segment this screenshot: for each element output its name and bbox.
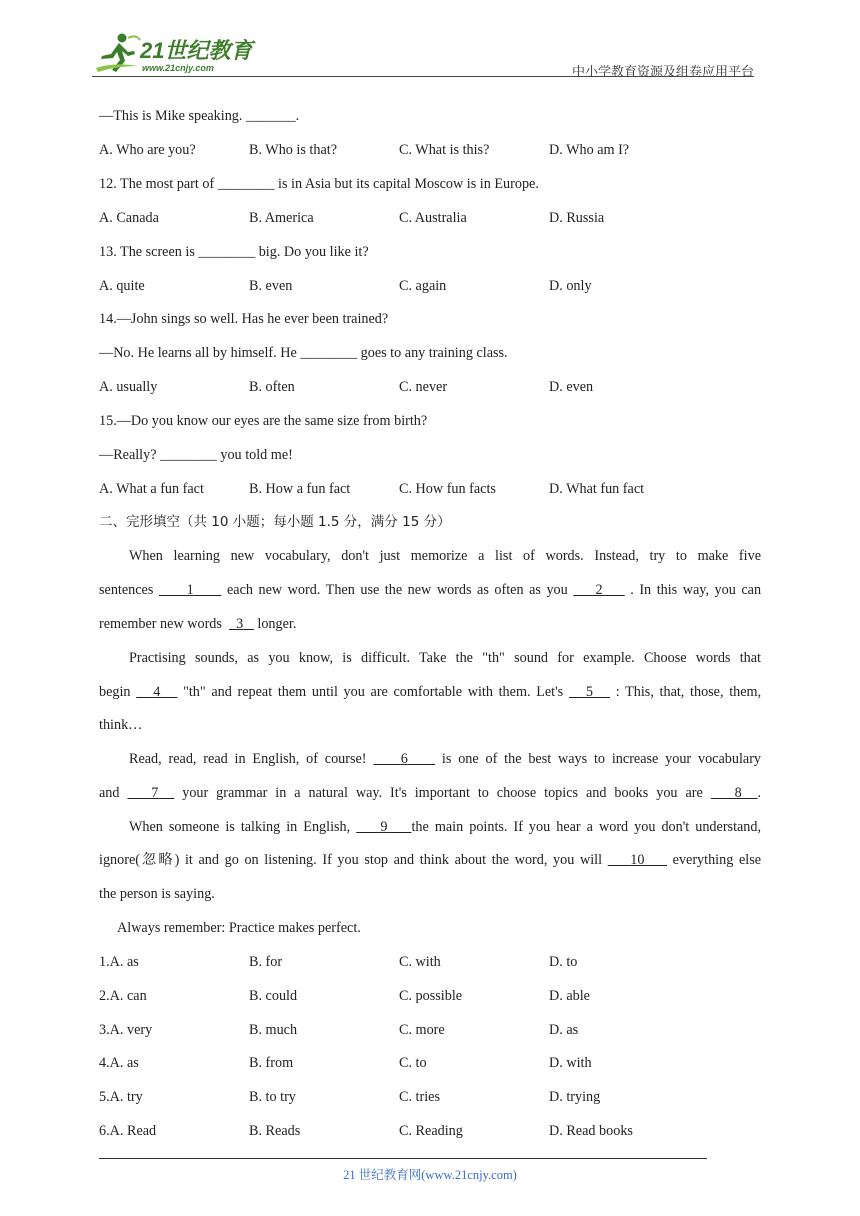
q12-option-a: A. Canada — [99, 210, 159, 226]
cloze-3-option-c: C. more — [399, 1022, 445, 1038]
passage-p2-line1: Practising sounds, as you know, is difficult. Take the "th" sound for example. Choose words that — [129, 650, 761, 666]
q13-option-a: A. quite — [99, 278, 145, 294]
cloze-2-option-b: B. could — [249, 988, 298, 1004]
q12-option-b: B. America — [249, 210, 314, 226]
cloze-6-option-a: 6.A. Read — [99, 1123, 157, 1139]
page-header — [92, 30, 760, 78]
q14-option-d: D. even — [549, 379, 594, 395]
runner-logo-icon — [92, 32, 142, 76]
q15-line2: —Really? ________ you told me! — [99, 447, 293, 463]
cloze-3-option-d: D. as — [549, 1022, 579, 1038]
cloze-1-option-d: D. to — [549, 954, 578, 970]
cloze-blank-8: 8 — [734, 785, 742, 801]
passage-text: each new word. Then use the new words as often as you — [226, 582, 568, 598]
passage-p4-line3: the person is saying. — [99, 886, 215, 902]
site-logo[interactable] — [92, 32, 262, 78]
q15-option-a: A. What a fun fact — [99, 481, 204, 497]
cloze-1-option-c: C. with — [399, 954, 441, 970]
cloze-6-option-b: B. Reads — [249, 1123, 301, 1139]
q11-line: —This is Mike speaking. _______. — [99, 108, 300, 124]
q14-line2: —No. He learns all by himself. He ________ goes to any training class. — [99, 345, 508, 361]
cloze-3-option-a: 3.A. very — [99, 1022, 153, 1038]
passage-p4-line2: ignore(忽略) it and go on listening. If you stop and think about the word, you will 10 everything else — [99, 852, 762, 868]
cloze-3-option-b: B. much — [249, 1022, 298, 1038]
q13-option-b: B. even — [249, 278, 293, 294]
passage-p5: Always remember: Practice makes perfect. — [117, 920, 361, 936]
logo-brand-text: 21世纪教育 — [140, 38, 253, 63]
q15-stem: 15.—Do you know our eyes are the same size from birth? — [99, 413, 428, 429]
q11-option-b: B. Who is that? — [249, 142, 338, 158]
cloze-6-option-c: C. Reading — [399, 1123, 463, 1139]
q14-option-a: A. usually — [99, 379, 158, 395]
header-divider — [92, 76, 754, 77]
passage-p4-line1: When someone is talking in English, 9 the main points. If you hear a word you don't understand, — [129, 819, 762, 835]
section2-heading: 二、完形填空（共 10 小题；每小题 1.5 分，满分 15 分） — [99, 514, 451, 530]
logo-url-text: www.21cnjy.com — [142, 63, 214, 73]
cloze-4-option-c: C. to — [399, 1055, 427, 1071]
cloze-1-option-b: B. for — [249, 954, 283, 970]
cloze-blank-4: 4 — [153, 684, 161, 700]
cloze-5-option-a: 5.A. try — [99, 1089, 143, 1105]
footer-link[interactable]: 21 世纪教育网(www.21cnjy.com) — [343, 1168, 517, 1182]
q12-option-c: C. Australia — [399, 210, 467, 226]
passage-p1-line3: remember new words 3 longer. — [99, 616, 297, 632]
q11-option-c: C. What is this? — [399, 142, 490, 158]
cloze-2-option-d: D. able — [549, 988, 590, 1004]
cloze-5-option-d: D. trying — [549, 1089, 601, 1105]
cloze-blank-6: 6 — [400, 751, 408, 767]
cloze-6-option-d: D. Read books — [549, 1123, 633, 1139]
q14-stem: 14.—John sings so well. Has he ever been trained? — [99, 311, 389, 327]
q13-stem: 13. The screen is ________ big. Do you like it? — [99, 244, 369, 260]
passage-p1-line1: When learning new vocabulary, don't just memorize a list of words. Instead, try to make five — [129, 548, 761, 564]
cloze-4-option-a: 4.A. as — [99, 1055, 139, 1071]
cloze-5-option-b: B. to try — [249, 1089, 296, 1105]
q13-option-c: C. again — [399, 278, 447, 294]
platform-title: 中小学教育资源及组卷应用平台 — [571, 65, 754, 80]
passage-text: sentences — [99, 582, 154, 598]
cloze-5-option-c: C. tries — [399, 1089, 440, 1105]
cloze-4-option-d: D. with — [549, 1055, 592, 1071]
q11-option-a: A. Who are you? — [99, 142, 196, 158]
q13-option-d: D. only — [549, 278, 592, 294]
cloze-2-option-c: C. possible — [399, 988, 463, 1004]
q15-option-c: C. How fun facts — [399, 481, 496, 497]
cloze-blank-7: 7 — [151, 785, 159, 801]
passage-p2-line3: think… — [99, 717, 143, 733]
passage-text: . In this way, you can — [630, 582, 762, 598]
cloze-4-option-b: B. from — [249, 1055, 294, 1071]
cloze-blank-10: 10 — [630, 852, 645, 868]
cloze-1-option-a: 1.A. as — [99, 954, 139, 970]
passage-p2-line2: begin 4 "th" and repeat them until you are comfortable with them. Let's 5 : This, that, those, them, — [99, 684, 762, 700]
footer-divider — [99, 1158, 707, 1159]
q14-option-b: B. often — [249, 379, 295, 395]
q12-option-d: D. Russia — [549, 210, 605, 226]
passage-p3-line1: Read, read, read in English, of course! 6 is one of the best ways to increase your vocabulary — [129, 751, 762, 767]
q14-option-c: C. never — [399, 379, 448, 395]
cloze-blank-2: 2 — [595, 582, 603, 598]
cloze-blank-1: 1 — [186, 582, 194, 598]
passage-p3-line2: and 7 your grammar in a natural way. It's important to choose topics and books you are 8 . — [99, 785, 762, 801]
cloze-blank-3: 3 — [236, 616, 244, 632]
q15-option-d: D. What fun fact — [549, 481, 645, 497]
q11-option-d: D. Who am I? — [549, 142, 630, 158]
passage-p1-line2 — [99, 581, 761, 599]
cloze-blank-5: 5 — [585, 684, 594, 700]
cloze-blank-9: 9 — [380, 819, 388, 835]
cloze-2-option-a: 2.A. can — [99, 988, 147, 1004]
q15-option-b: B. How a fun fact — [249, 481, 351, 497]
q12-stem: 12. The most part of ________ is in Asia but its capital Moscow is in Europe. — [99, 176, 539, 192]
